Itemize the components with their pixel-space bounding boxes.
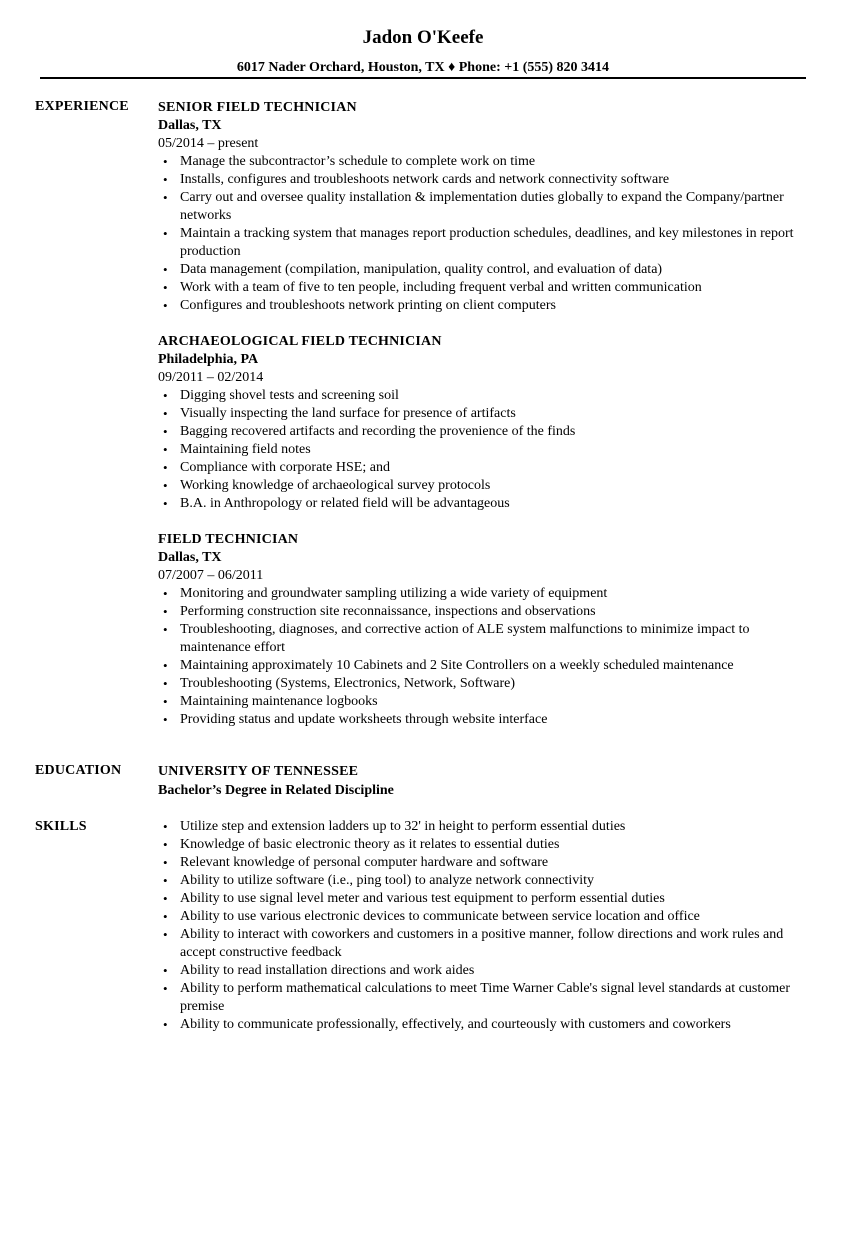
list-item: • Maintaining field notes [158,441,818,459]
education-section-label: EDUCATION [35,763,122,778]
list-item: • Troubleshooting, diagnoses, and corrective action of ALE system malfunctions to minimize impact to maintenance effort [158,621,818,657]
skills-list [158,818,818,1034]
job-title: SENIOR FIELD TECHNICIAN [158,100,357,115]
job-entry [158,531,818,729]
list-item: • Maintaining approximately 10 Cabinets and 2 Site Controllers on a weekly scheduled maintenance [158,657,818,675]
list-item: • Data management (compilation, manipulation, quality control, and evaluation of data) [158,261,818,279]
candidate-name: Jadon O'Keefe [362,27,484,48]
list-item: • Manage the subcontractor’s schedule to complete work on time [158,153,818,171]
list-item: • Performing construction site reconnaissance, inspections and observations [158,603,818,621]
list-item: • Maintaining maintenance logbooks [158,693,818,711]
skills-section-label: SKILLS [35,819,87,834]
education-section [158,763,818,800]
list-item: • Relevant knowledge of personal computer hardware and software [158,854,818,872]
job-duties [158,153,818,315]
contact-info: 6017 Nader Orchard, Houston, TX ♦ Phone: +1 (555) 820 3414 [236,60,610,75]
job-location: Dallas, TX [158,118,222,133]
list-item: • Bagging recovered artifacts and recording the provenience of the finds [158,423,818,441]
list-item: • Utilize step and extension ladders up to 32' in height to perform essential duties [158,818,818,836]
list-item: • Ability to utilize software (i.e., ping tool) to analyze network connectivity [158,872,818,890]
job-dates: 05/2014 – present [158,136,259,151]
list-item: • Ability to read installation directions and work aides [158,962,818,980]
list-item: • Digging shovel tests and screening soil [158,387,818,405]
job-title: ARCHAEOLOGICAL FIELD TECHNICIAN [158,334,442,349]
job-entry [158,99,818,315]
list-item: • Ability to use signal level meter and various test equipment to perform essential duties [158,890,818,908]
list-item: • Ability to use various electronic devices to communicate between service location and office [158,908,818,926]
experience-section-label: EXPERIENCE [35,99,129,114]
list-item: • Working knowledge of archaeological survey protocols [158,477,818,495]
list-item: • Installs, configures and troubleshoots network cards and network connectivity software [158,171,818,189]
school-name: UNIVERSITY OF TENNESSEE [158,764,359,779]
job-dates: 07/2007 – 06/2011 [158,568,264,583]
list-item: • Maintain a tracking system that manages report production schedules, deadlines, and key milestones in report production [158,225,818,261]
list-item: • Compliance with corporate HSE; and [158,459,818,477]
list-item: • Configures and troubleshoots network printing on client computers [158,297,818,315]
resume-header [40,0,806,77]
skills-section [158,818,818,1034]
job-duties [158,585,818,729]
list-item: • Ability to perform mathematical calculations to meet Time Warner Cable's signal level standards at customer premise [158,980,818,1016]
list-item: • Carry out and oversee quality installation & implementation duties globally to expand the Company/partner networks [158,189,818,225]
list-item: • Knowledge of basic electronic theory as it relates to essential duties [158,836,818,854]
job-title: FIELD TECHNICIAN [158,532,299,547]
job-duties [158,387,818,513]
job-entry [158,333,818,513]
header-divider [40,77,806,79]
list-item: • Ability to communicate professionally, effectively, and courteously with customers and coworkers [158,1016,818,1034]
list-item: • Visually inspecting the land surface for presence of artifacts [158,405,818,423]
degree: Bachelor’s Degree in Related Discipline [158,783,394,798]
list-item: • Providing status and update worksheets through website interface [158,711,818,729]
job-dates: 09/2011 – 02/2014 [158,370,264,385]
list-item: • Troubleshooting (Systems, Electronics, Network, Software) [158,675,818,693]
experience-section [158,99,818,747]
list-item: • B.A. in Anthropology or related field will be advantageous [158,495,818,513]
job-location: Philadelphia, PA [158,352,259,367]
list-item: • Ability to interact with coworkers and customers in a positive manner, follow directions and work rules and accept constructive feedback [158,926,818,962]
list-item: • Monitoring and groundwater sampling utilizing a wide variety of equipment [158,585,818,603]
list-item: • Work with a team of five to ten people, including frequent verbal and written communication [158,279,818,297]
job-location: Dallas, TX [158,550,222,565]
